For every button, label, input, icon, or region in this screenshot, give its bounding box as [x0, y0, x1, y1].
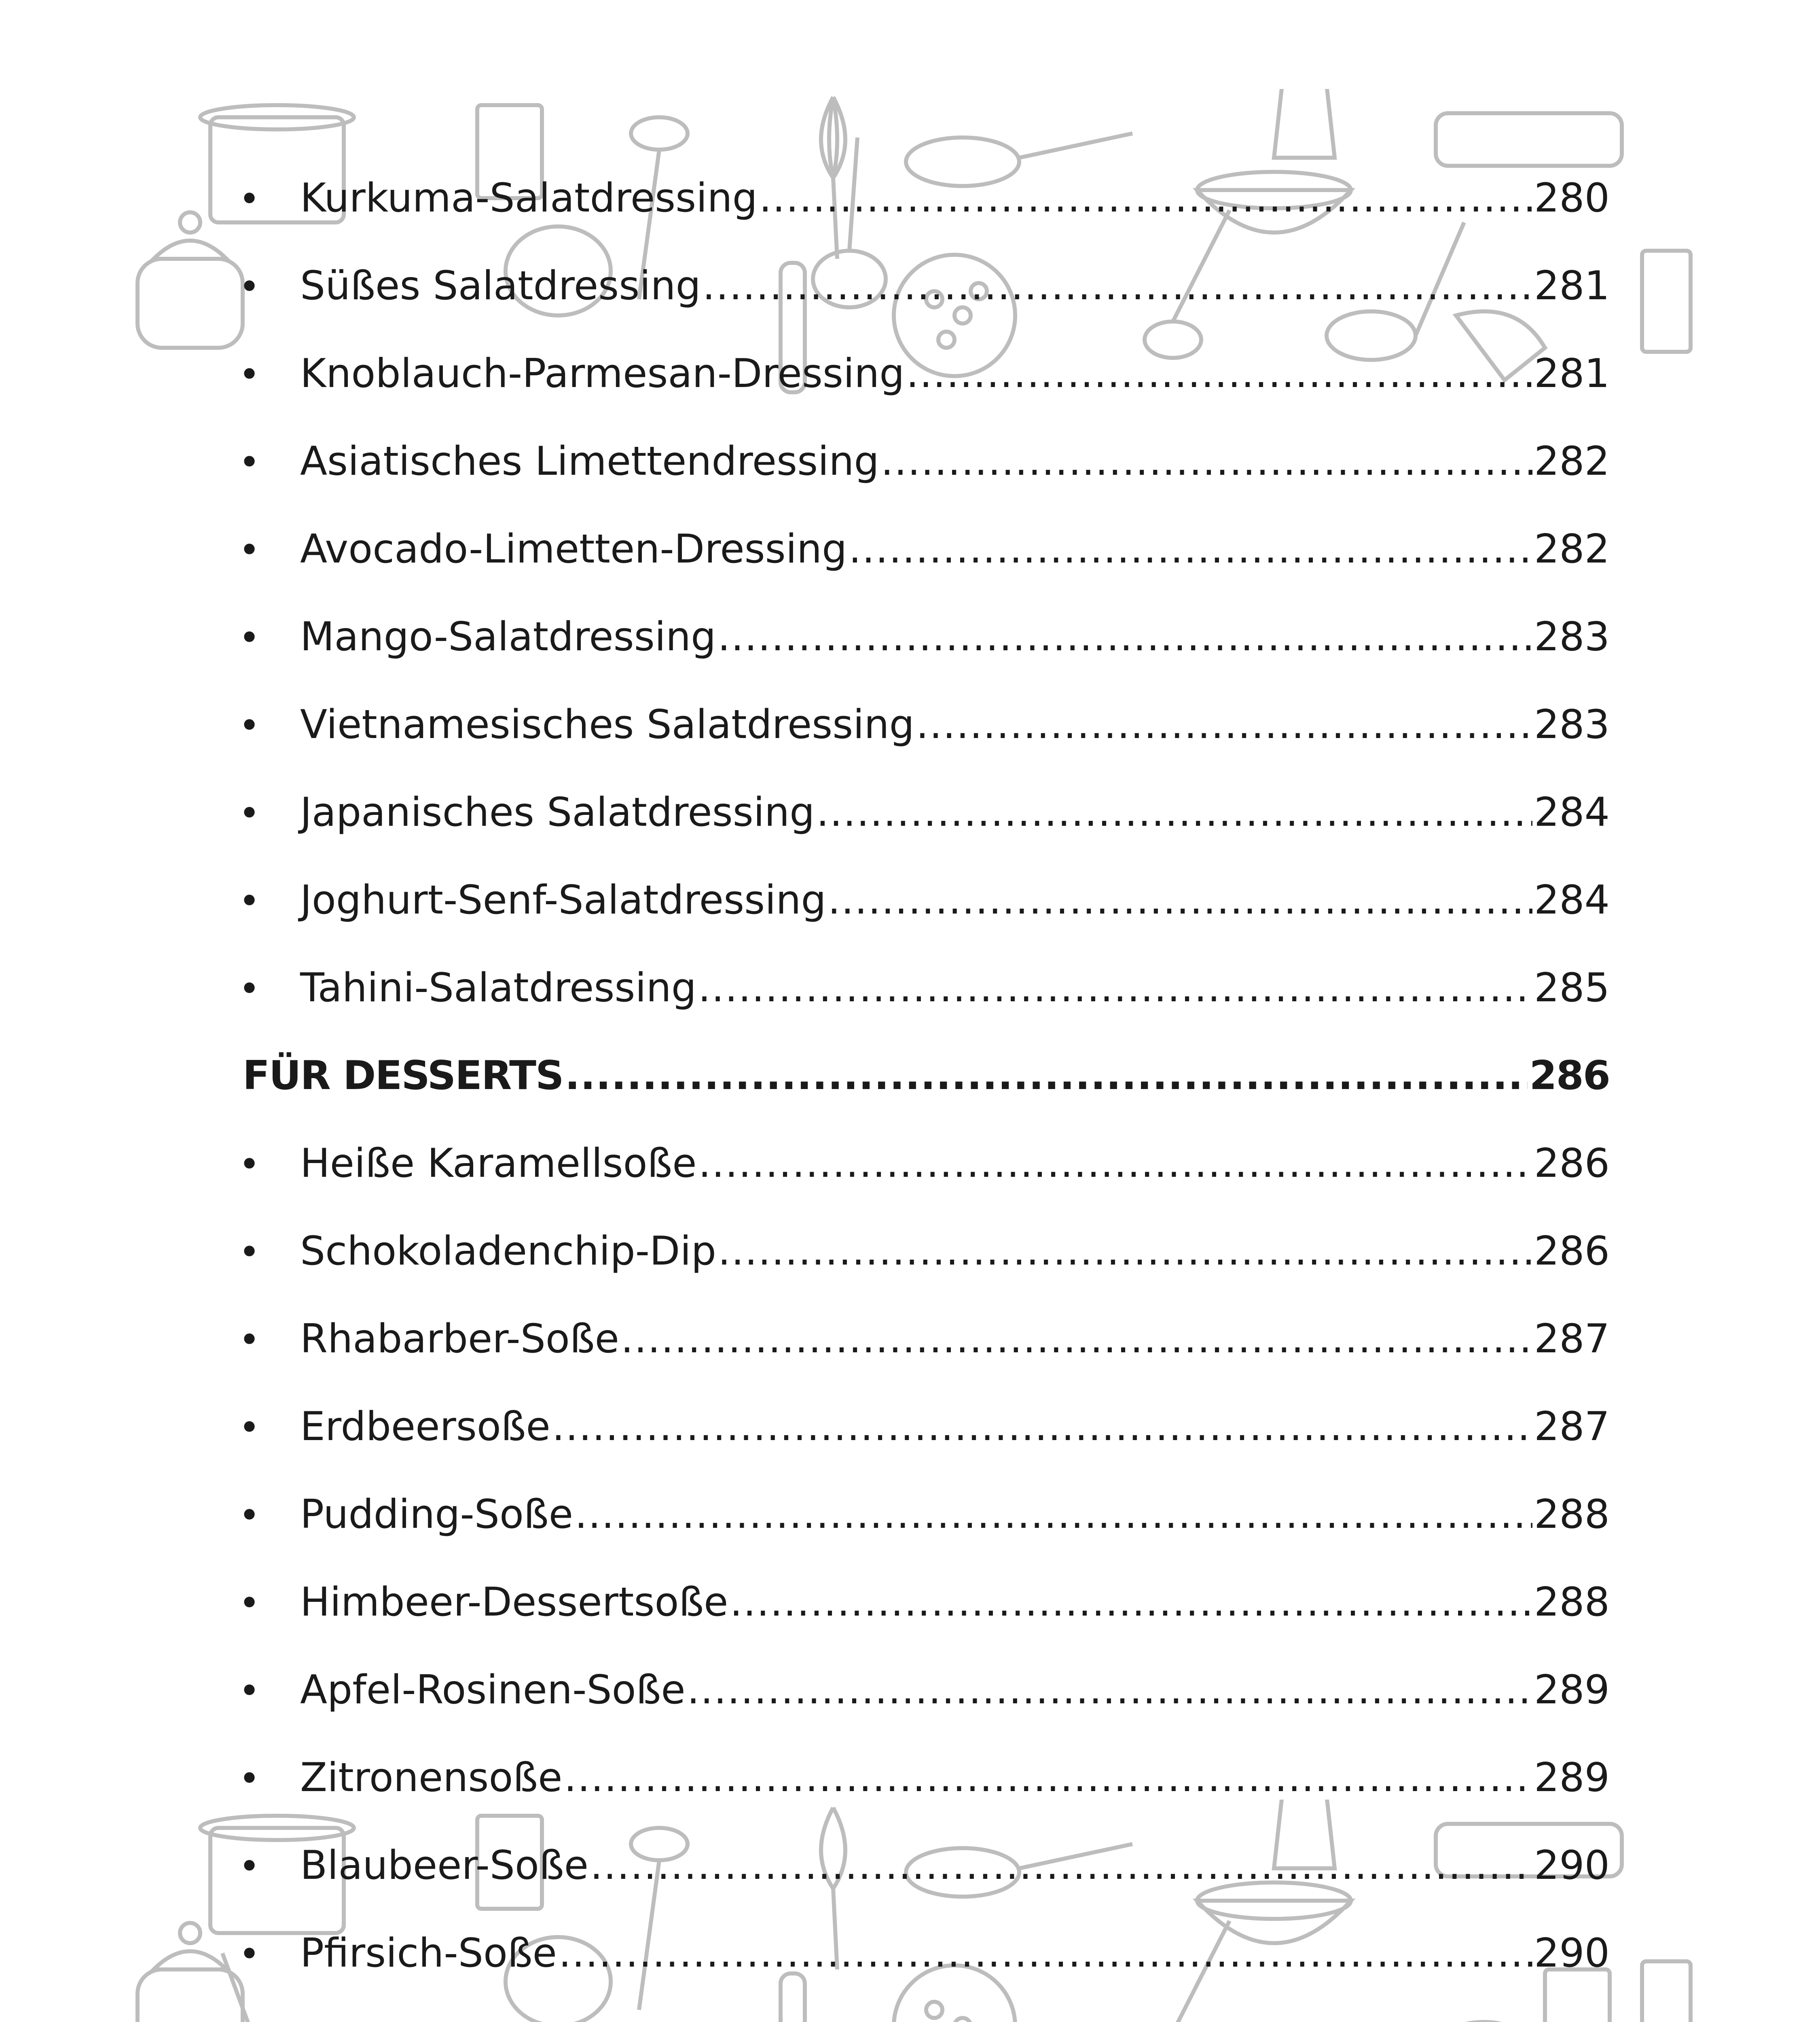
bullet: •	[239, 1845, 260, 1888]
toc-entry-page: 281	[1534, 263, 1610, 309]
toc-entry[interactable]	[239, 876, 1610, 924]
dot-leader	[687, 1666, 1532, 1714]
toc-entry-page: 287	[1534, 1404, 1610, 1450]
bullet: •	[239, 792, 260, 835]
toc-entry[interactable]	[239, 1841, 1610, 1890]
toc-entry[interactable]	[239, 788, 1610, 837]
toc-entry[interactable]	[239, 174, 1610, 222]
toc-entry-page: 280	[1534, 175, 1610, 221]
toc-entry-page: 289	[1534, 1755, 1610, 1801]
dot-leader	[849, 525, 1532, 573]
toc-entry[interactable]	[239, 262, 1610, 310]
dot-leader	[575, 1490, 1532, 1539]
toc-entry-label: Knoblauch-Parmesan-Dressing	[300, 351, 905, 397]
toc-entry[interactable]	[239, 700, 1610, 749]
bullet: •	[239, 178, 260, 220]
section-label: FÜR DESSERTS	[243, 1053, 563, 1099]
toc-entry-page: 283	[1534, 614, 1610, 660]
toc-entry-page: 288	[1534, 1491, 1610, 1538]
toc-entry-label: Kurkuma-Salatdressing	[300, 175, 758, 221]
toc-entry-label: Avocado-Limetten-Dressing	[300, 526, 847, 572]
toc-entry-label: Blaubeer-Soße	[300, 1842, 588, 1889]
toc-entry-page: 288	[1534, 1579, 1610, 1625]
dot-leader	[590, 1841, 1532, 1890]
bullet: •	[239, 266, 260, 308]
toc-entry-label: Pudding-Soße	[300, 1491, 573, 1538]
bullet: •	[239, 1319, 260, 1361]
toc-entry-page: 286	[1534, 1228, 1610, 1274]
bullet: •	[239, 880, 260, 922]
bullet: •	[239, 1933, 260, 1975]
toc-entry-label: Schokoladenchip-Dip	[300, 1228, 716, 1274]
dot-leader	[564, 1753, 1532, 1802]
toc-entry-page: 285	[1534, 965, 1610, 1011]
toc-entry-label: Apfel-Rosinen-Soße	[300, 1667, 686, 1713]
dot-leader	[621, 1315, 1532, 1363]
toc-entry[interactable]	[239, 1139, 1610, 1188]
toc-entry-label: Vietnamesisches Salatdressing	[300, 702, 914, 748]
toc-entry-label: Heiße Karamellsoße	[300, 1140, 697, 1187]
toc-entry-page: 286	[1534, 1140, 1610, 1187]
toc-entry-label: Rhabarber-Soße	[300, 1316, 619, 1362]
toc-entry-label: Mango-Salatdressing	[300, 614, 716, 660]
toc-entry-page: 290	[1534, 1930, 1610, 1976]
toc-entry-page: 282	[1534, 526, 1610, 572]
toc-entry-page: 284	[1534, 789, 1610, 835]
toc-entry-page: 290	[1534, 1842, 1610, 1889]
bullet: •	[239, 1670, 260, 1712]
toc-entry[interactable]	[239, 1753, 1610, 1802]
dot-leader	[717, 613, 1532, 661]
toc-entry-label: Joghurt-Senf-Salatdressing	[300, 877, 826, 923]
toc-entry-label: Süßes Salatdressing	[300, 263, 701, 309]
dot-leader	[718, 1227, 1532, 1275]
dot-leader	[828, 876, 1532, 924]
bullet: •	[239, 1582, 260, 1624]
toc-entry-label: Himbeer-Dessertsoße	[300, 1579, 728, 1625]
toc-entry-label: Erdbeersoße	[300, 1404, 550, 1450]
toc-entry-page: 289	[1534, 1667, 1610, 1713]
dot-leader	[565, 1051, 1528, 1100]
toc-entry-label: Zitronensoße	[300, 1755, 563, 1801]
toc-entry-label: Japanisches Salatdressing	[300, 789, 815, 835]
bullet: •	[239, 968, 260, 1010]
toc-entry[interactable]	[239, 1578, 1610, 1626]
bullet: •	[239, 529, 260, 571]
toc-entry[interactable]	[239, 1315, 1610, 1363]
bullet: •	[239, 1231, 260, 1273]
dot-leader	[881, 437, 1532, 486]
bullet: •	[239, 704, 260, 747]
toc-entry-label: Asiatisches Limettendressing	[300, 438, 879, 484]
bullet: •	[239, 1758, 260, 1800]
bullet: •	[239, 441, 260, 484]
toc-entry[interactable]	[239, 525, 1610, 573]
section-page: 286	[1529, 1053, 1610, 1099]
toc-entry[interactable]	[239, 964, 1610, 1012]
dot-leader	[816, 788, 1532, 837]
toc-entry[interactable]	[239, 613, 1610, 661]
bullet: •	[239, 353, 260, 396]
toc-entry-page: 282	[1534, 438, 1610, 484]
bullet: •	[239, 1407, 260, 1449]
dot-leader	[552, 1402, 1532, 1451]
toc-entry-page: 287	[1534, 1316, 1610, 1362]
toc-entry[interactable]	[239, 349, 1610, 398]
toc-entry-label: Tahini-Salatdressing	[300, 965, 696, 1011]
dot-leader	[559, 1929, 1532, 1978]
toc-entry[interactable]	[239, 1402, 1610, 1451]
bullet: •	[239, 1143, 260, 1186]
bullet: •	[239, 1494, 260, 1537]
toc-entry[interactable]	[239, 437, 1610, 486]
dot-leader	[698, 964, 1532, 1012]
dot-leader	[759, 174, 1532, 222]
dot-leader	[698, 1139, 1532, 1188]
toc-entry[interactable]	[239, 1929, 1610, 1978]
dot-leader	[906, 349, 1532, 398]
toc-entry[interactable]	[239, 1490, 1610, 1539]
toc-entry-page: 283	[1534, 702, 1610, 748]
toc-section-heading[interactable]	[243, 1051, 1610, 1100]
toc-entry-page: 284	[1534, 877, 1610, 923]
toc-entry-label: Pfirsich-Soße	[300, 1930, 557, 1976]
toc-entry[interactable]	[239, 1666, 1610, 1714]
dot-leader	[916, 700, 1532, 749]
bullet: •	[239, 617, 260, 659]
toc-entry-page: 281	[1534, 351, 1610, 397]
toc-entry[interactable]	[239, 1227, 1610, 1275]
dot-leader	[730, 1578, 1532, 1626]
dot-leader	[703, 262, 1532, 310]
